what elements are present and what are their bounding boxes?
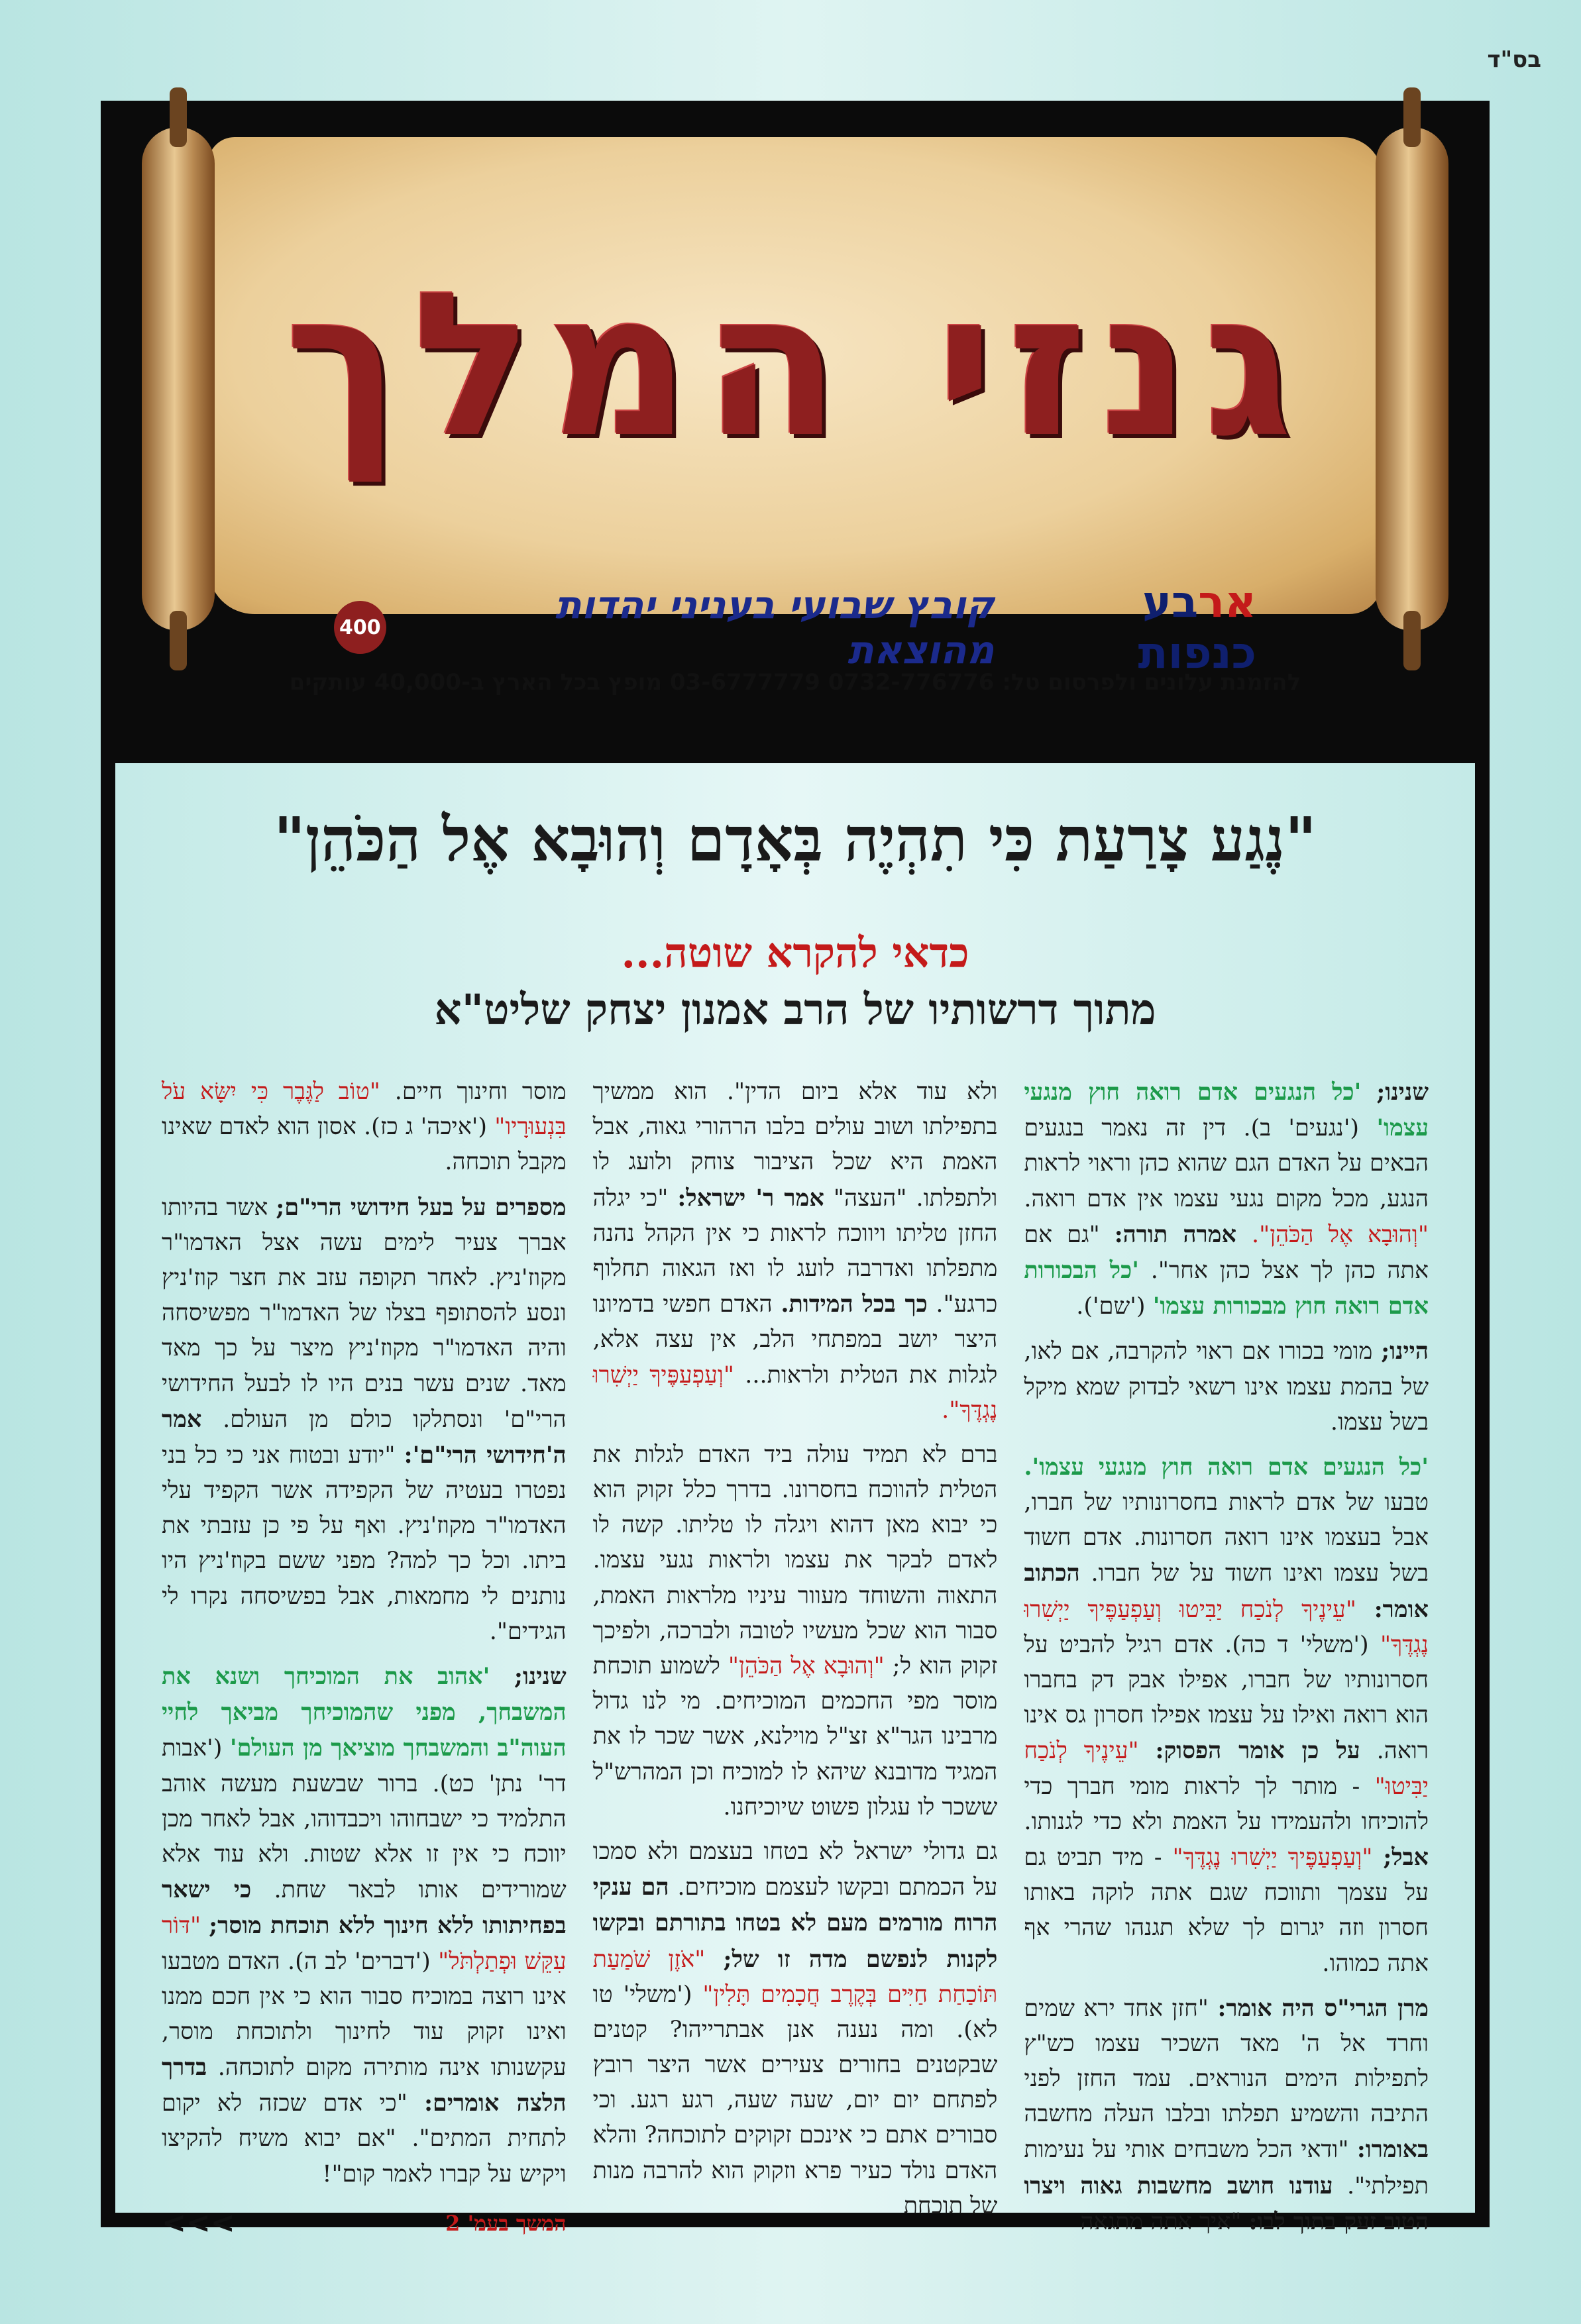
article-headline: "נֶגַע צָרַעַת כִּי תִהְיֶה בְּאָדָם וְהוּבָא אֶל הַכֹּהֵן" (274, 804, 1317, 875)
article-byline: מתוך דרשותיו של הרב אמנון יצחק שליט"א (434, 985, 1156, 1035)
issue-number-badge: 400 (334, 601, 386, 654)
article-columns (161, 1075, 1429, 2240)
masthead-title: גנזי המלך (284, 250, 1306, 481)
masthead (115, 101, 1475, 696)
paragraph: 'כל הנגעים אדם רואה חוץ מנגעי עצמו'. טבעו של אדם לראות בחסרונותיו של חברו, אבל בעצמו אינו רואה חסרונות. אדם חשוד בשל עצמו ואינו חשוד על של חברו. הכתוב אומר: "עֵינֶיךָ לְנֹכַח יַבִּיטוּ וְעַפְעַפֶּיךָ יַיְשִׁרוּ נֶגְדֶּךָ" ('משלי' ד כה). אדם רגיל להביט על חסרונותיו של חברו, אפילו אבק דק בחברו הוא רואה ואילו על עצמו אפילו חסרון גס אינו רואה. על כן אומר הפסוק: "עֵינֶיךָ לְנֹכַח יַבִּיטוּ" - מותר לך לראות מומי חברך כדי להוכיחו ולהעמידו על האמת ולא כדי לגנותו. אבל; "וְעַפְעַפֶּיךָ יַיְשִׁרוּ נֶגְדֶּךָ" - מיד תביט גם על עצמך ותווכח שגם אתה לוקה באותו חסרון וזה יגרום לך שלא תגנהו שהרי אף אתה כמוהו. (1024, 1453, 1429, 1977)
continue-label[interactable]: המשך בעמ' 2 (445, 2210, 567, 2236)
column-2 (592, 1075, 998, 2219)
paragraph: ברם לא תמיד עולה ביד האדם לגלות את הטלית להווכח בחסרונו. בדרך כלל זקוק הוא כי יבוא מאן דהוא ויגלה לו טליתו. קשה לו לאדם לבקר את עצמו ולראות נגעי עצמו. התאוה והשוחד מעוור עיניו מלראות האמת, סבור הוא שכל מעשיו לטובה ולברכה, ולפיכך זקוק הוא ל; "וְהוּבָא אֶל הַכֹּהֵן" לשמוע תוכחת מוסר מפי החכמים המוכיחים. מי לנו גדול מרבינו הגר"א זצ"ל מוילנא, אשר שכר לו את המגיד מדובנא שיהא לו למוכיח וכן המהרש"ל ששכר לו עגלון פשוט שיוכיחנו. (592, 1441, 998, 1821)
article-area (115, 763, 1475, 2240)
paragraph: ולא עוד אלא ביום הדין". הוא ממשיך בתפילתו ושוב עולים בלבו הרהורי גאוה, אבל האמת היא שכל הציבור צוחק ולועג לו ולתפלתו. "העצה" אמר ר' ישראל: "כי יגלה החזן טליתו ויווכח לראות כי אין הקהל נהנה מתפלתו ואדרבה לועג לו ואז הגאוה תחלוף כרגע". כך בכל המידות. האדם חפשי בדמיונו היצר יושב במפתחי הלב, אין עצה אלא, לגלות את הטלית ולראות... "וְעַפְעַפֶּיךָ יַיְשִׁרוּ נֶגְדֶּךָ". (592, 1079, 998, 1424)
paragraph: מספרים על בעל חידושי הרי"ם; אשר בהיותו אברך צעיר לימים עשה אצל האדמו"ר מקוז'ניץ. לאחר תקופה עזב את חצר קוז'ניץ ונסע להסתופף בצלו של האדמו"ר מפשיסחה והיה האדמו"ר מקוז'ניץ מיצר על כך מאד מאד. שנים עשר בנים היו לו לבעל החידושי הרי"ם' ונסתלקו כולם מן העולם. אמר ה'חידושי הרי"ם': "יודע ובטוח אני כי כל בני נפטרו בעטיה של הקפידה אשר הקפיד עלי האדמו"ר מקוז'ניץ. ואף על פי כן עזבתי את ביתו. וכל כך למה? מפני ששם בקוז'ניץ היו נותנים לי מחמאות, אבל בפשיסחה נקרו לי הגידים". (161, 1193, 567, 1645)
masthead-subtitle: קובץ שבועי בעניני יהדות מהוצאת (555, 582, 995, 672)
article-kicker: כדאי להקרא שוטה... (621, 929, 969, 977)
continue-arrows-icon: <<< (161, 2205, 235, 2240)
paragraph: היינו; מומי בכורו אם ראוי להקרבה, אם לאו, של בהמת עצמו אינו רשאי לבדוק שמא מיקל בשל עצמו. (1024, 1338, 1429, 1436)
paragraph: מרן הגרי"ס היה אומר: "חזן אחד ירא שמים וחרד אל ה' מאד השכיר עצמו כש"ץ לתפילות הימים הנוראים. עמד החזן לפני התיבה והשמיע תפלתו ובלבו העלה מחשבה באומרו: "ודאי הכל משבחים אותי על נעימות תפילתי". עודנו חושב מחשבות גאוה ויצרו הטוב זעק בתוך לבו: "איך אתה מתגאה (1024, 1994, 1429, 2235)
column-1 (1024, 1075, 1429, 2235)
contact-line: להזמנת עלונים ולפרסום טל: 0732-776776 03-6777779 מופץ בכל הארץ ב-40,000 עותקים (289, 669, 1301, 696)
paragraph: שנינו; 'כל הנגעים אדם רואה חוץ מנגעי עצמו' ('נגעים' ב). דין זה נאמר בנגעים הבאים על האדם הגם שהוא כהן וראוי לראות הנגע, מכל מקום נגעי עצמו אין אדם רואה. "וְהוּבָא אֶל הַכֹּהֵן". אמרה תורה: "גם אם אתה כהן לך אצל כהן אחר". 'כל הבכורות אדם רואה חוץ מבכורות עצמו' ('שם'). (1024, 1079, 1429, 1320)
continuation-note[interactable] (162, 2201, 567, 2246)
paragraph: גם גדולי ישראל לא בטחו בעצמם ולא סמכו על הכמתם ובקשו לעצמם מוכיחים. הם ענקי הרוח מורמים מעם לא בטחו בתורתם ובקשו לקנות לנפשם מדה זו של; "אֹזֶן שֹׁמַעַת תּוֹכַחַת חַיִּים בְּקֶרֶב חֲכָמִים תָּלִין" ('משלי' טו לא). ומה נענה אנן אבתרייהו? קטנים שבקטנים בחורים צעירים אשר היצר רובץ לפתחם יום יום, שעה שעה, רגע רגע. וכי סבורים אתם כי אינכם זקוקים לתוכחה? והלא האדם נולד כעיר פרא וזקוק הוא להרבה מנות של תוכחת (592, 1838, 998, 2219)
paragraph: מוסר וחינוך חיים. "טוֹב לַגֶּבֶר כִּי יִשָּׂא עֹל בִּנְעוּרָיו" ('איכה' ג כז). אסון הוא לאדם שאינו מקבל תוכחה. (161, 1079, 567, 1176)
masthead-subtitle-row (334, 576, 1256, 678)
bsd-mark: בס"ד (1487, 46, 1541, 73)
publisher-logo: ארבע כנפות (1138, 576, 1256, 678)
column-3 (161, 1075, 567, 2240)
paragraph: שנינו; 'אהוב את המוכיחך ושנא את המשבחך, מפני שהמוכיחך מביאך לחיי העוה"ב והמשבחך מוציאך מן העולם' ('אבות דר' נתן' כט). ברור שבשעת מעשה אוהב התלמיד כי ישבחוהו ויכבדוהו, אבל לאחר מכן יווכח כי אין זו אלא שטות. ולא עוד אלא שמורידים אותו לבאר שחת. כי ישאר בפחיתותו ללא חינוך ללא תוכחת מוסר; "דּוֹר עִקֵּשׁ וּפְתַלְתֹּל" ('דברים' לב ה). האדם מטבעו אינו רוצה במוכיח סבור הוא כי אין חכם ממנו ואינו זקוק עוד לחינוך ולתוכחת מוסר, עקשנותו אינה מותירה מקום לתוכחה. בדרך הלצה אומרים: "כי אדם שכזה לא יקום לתחית המתים". "אם יבוא משיח להקיצו ויקיש על קברו לאמר קום"! (161, 1663, 567, 2188)
page-frame (101, 101, 1490, 2240)
